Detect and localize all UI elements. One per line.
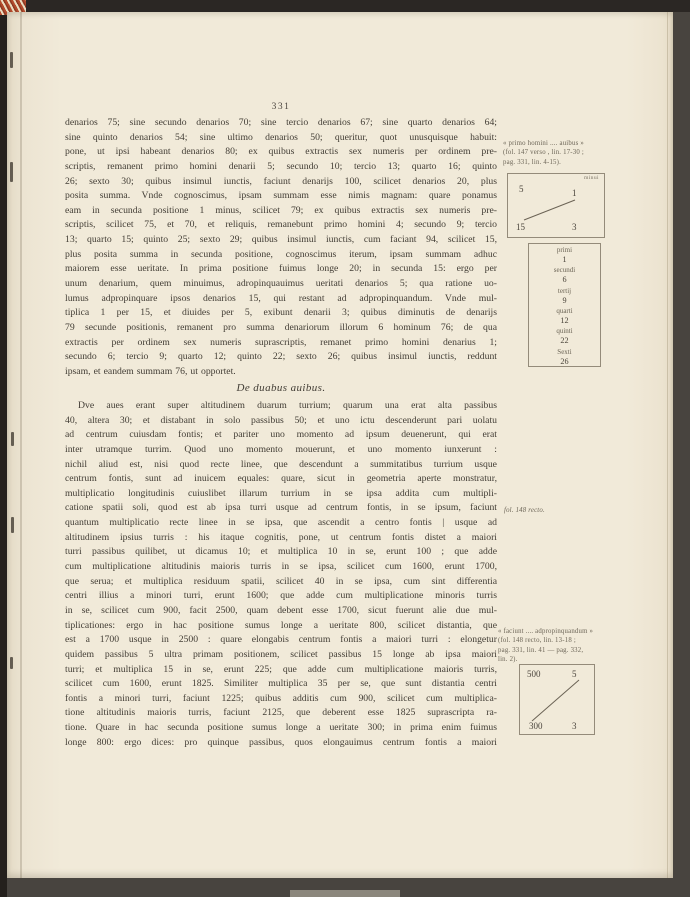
margin-note-citation-2 xyxy=(498,627,593,665)
text-line: catione spatii soli, quod est ab ipsa turri usque ad centrum fontis, in se ipsum, faciunt xyxy=(65,502,497,514)
binding-stitch xyxy=(10,657,13,669)
diagram-value-bottom-left: 300 xyxy=(529,721,543,731)
text-line: 26; sexto 30; quibus insimul iunctis, faciunt denarijs 100, scilicet denarios 20, plus xyxy=(65,175,497,187)
text-line: turri passibus quilibet, ut dicamus 10; et multiplica 10 in se, erunt 100 ; que adde xyxy=(65,546,497,558)
book-page xyxy=(7,12,673,878)
diagram-value-top-left: 5 xyxy=(519,184,524,194)
gutter-crease xyxy=(20,12,22,878)
table-entry: 26 xyxy=(560,356,569,366)
text-line: posita summa. Vnde cognoscimus, ipsam summam esse nimis magnam: quare ponamus xyxy=(65,190,497,202)
text-line: scriptis, scilicet 75, et 70, et reliquis, remanebunt primo homini 4; secundo 9; tercio xyxy=(65,219,497,231)
text-line: tiplica 1 per 15, et diuides per 5, exibunt denarii 3; quibus diminutis de denarijs xyxy=(65,307,497,319)
text-line: extractis per ordinem sex numeris suprascriptis, remanet primo homini denarius 1; xyxy=(65,336,497,348)
main-text-paragraph-1 xyxy=(65,116,497,380)
section-heading: De duabus auibus. xyxy=(236,382,326,394)
text-line: in se, scilicet cum 900, facit 2500, quam debent esse 1700, sicut fuerunt alie due mul- xyxy=(65,604,497,616)
text-line: eam in secunda positione 1 minus, scilicet 79; ex quibus extractis sex numeris pre- xyxy=(65,204,497,216)
scanner-bed-tab xyxy=(290,890,400,897)
text-line: longe 800: ergo dices: pro quinque passibus, quos elongauimus centrum fontis a maiori xyxy=(65,736,497,748)
note-line: pag. 331, lin. 4-15). xyxy=(503,158,562,166)
diagram-label: minui xyxy=(583,175,599,181)
text-line: quantum multiplicatio recte linee in se ipsa, que ascendit a centro fontis | usque ad xyxy=(65,517,497,529)
text-line: unum denarium, quem minuimus, adropinquauimus ueritati denarios 5; qua ratione uo- xyxy=(65,278,497,290)
diagonal-line xyxy=(508,174,604,237)
note-line: « primo homini .... auibus » xyxy=(503,140,584,147)
text-line: 79 secunde positionis, remanent pro summa denariorum illorum 6 hominum 76; de qua xyxy=(65,321,497,333)
folio-marker-note: fol. 148 recto. xyxy=(504,507,545,514)
text-line: tione. Quare in hac secunda positione sumus longe a ueritate 300; in prima enim fuimus xyxy=(65,722,497,734)
note-line: lin. 2). xyxy=(498,656,518,664)
text-line: tione altitudinis maioris turris, faciunt 2125, que deberent esse 1825 suprascripta ra- xyxy=(65,707,497,719)
text-line: cum multiplicatione altitudinis maioris turris in se ipsa, scilicet cum 1600, erunt 1700, xyxy=(65,561,497,573)
binding-stitch xyxy=(11,432,14,446)
text-line: plus posita summa in secunda positione, cognoscimus iterum, ipsam summam adhuc xyxy=(65,248,497,260)
text-line: 13; quarto 15; quinto 25; sexto 29; quibus insimul iunctis, cum faciant 94, scilicet 15, xyxy=(65,234,497,246)
text-line: 40, altera 30; et distabant in solo passibus 50; et uno ictu descenderunt pari uolatu xyxy=(65,414,497,426)
main-text-paragraph-2 xyxy=(65,399,497,750)
table-entry: tertij xyxy=(557,286,572,295)
table-entry: 12 xyxy=(560,316,569,326)
text-line: centrum fontis, sunt ad inuicem equales: quare, sicut in geometria aperte monstratur, xyxy=(65,473,497,485)
page-number: 331 xyxy=(271,102,291,112)
table-entry: primi xyxy=(556,246,573,254)
scan-left-border xyxy=(0,0,7,897)
text-line: denarios 75; sine secundo denarios 70; sine tercio denarios 67; sine quarto denarios 64; xyxy=(65,117,497,128)
text-line: ipsam, et eandem summam 76, ut opportet. xyxy=(65,365,236,377)
margin-note-citation-1 xyxy=(503,139,584,167)
note-line: « faciunt .... adpropinquandum » xyxy=(498,628,594,635)
binding-stitch xyxy=(10,162,13,182)
text-line: lumus adpropinquare ipsos denarios 15, qui restant ad adpropinquandum. Vnde mul- xyxy=(65,292,497,304)
table-entry: quarti xyxy=(556,306,573,315)
text-line: secundo 6; tercio 9; quarto 12; quinto 22; sexto 26; quibus insimul iunctis, reddunt xyxy=(65,351,497,363)
diagram-value-bottom-right: 3 xyxy=(572,222,577,232)
scan-top-border xyxy=(0,0,690,12)
text-line: ad centrum cuiusdam fontis; et pariter uno momento ad ipsum deuenerunt, qui erat xyxy=(65,429,497,441)
note-line: pag. 331, lin. 41 — pag. 332, xyxy=(498,646,584,654)
text-line: altitudinem ipsius turris : his itaque cognitis, pone, ut centrum fontis distet a maiori xyxy=(65,531,497,543)
text-line: inter utramque turrim. Quod uno momento mouerunt, et uno momento iunxerunt : xyxy=(65,443,497,455)
remainders-table xyxy=(528,243,601,367)
text-line: turri; et multiplica 15 in se, erunt 225; que adde cum multiplicatione maioris turris, xyxy=(65,663,497,675)
text-line: tiplicationes: ergo in hac positione sumus longe a ueritate 800, scilicet distantia, que xyxy=(65,619,497,631)
table-entry: 9 xyxy=(562,295,567,305)
text-line: centri illius a minori turri, erunt 1600; que adde cum multiplicatione minoris turris xyxy=(65,590,497,602)
text-line: nichil aliud est, nisi quod recte linee, que descendunt a summitatibus turrium usque xyxy=(65,458,497,470)
text-line: quidem passibus 5 ultra primam positionem, scilicet passibus 15 longe ab ipsa maiori xyxy=(65,648,497,660)
false-position-diagram-1 xyxy=(507,173,605,238)
note-line: (fol. 147 verso , lin. 17-30 ; xyxy=(503,149,584,157)
table-entry: 6 xyxy=(562,275,567,285)
table-entry: 22 xyxy=(560,336,569,346)
note-line: (fol. 148 recto, lin. 13-18 ; xyxy=(498,637,576,645)
text-line: Dve aues erant super altitudinem duarum turrium; quarum una erat alta passibus xyxy=(78,400,497,411)
diagram-value-top-left: 500 xyxy=(527,669,541,679)
diagram-value-top-right: 5 xyxy=(572,669,577,679)
page-fore-edge xyxy=(667,12,668,878)
text-line: est a 1700 usque in 2500 : quare elongabis centrum fontis a maiori turri : elongetur xyxy=(65,634,497,646)
diagonal-line xyxy=(520,665,594,734)
text-line: sine quinto denarios 54; sine ultimo denarios 50; queritur, quot unusquisque habuit: xyxy=(65,131,497,143)
table-entry: 1 xyxy=(562,255,567,265)
binding-stitch xyxy=(10,52,13,68)
binding-stitch xyxy=(11,517,14,533)
table-entry: quinti xyxy=(556,327,573,336)
text-line: fontis a minori turri, faciunt 1225; quibus additis cum 900, scilicet cum multiplica- xyxy=(65,692,497,704)
diagram-value-bottom-right: 3 xyxy=(572,721,577,731)
table-entry: secundi xyxy=(553,266,576,275)
false-position-diagram-2 xyxy=(519,664,595,735)
diagram-value-top-right: 1 xyxy=(572,188,577,198)
text-line: maiorem esse ueritate. In prima positione fuimus longe 20; in secunda 15: ergo per xyxy=(65,263,497,275)
table-entry: Sexti xyxy=(557,347,572,356)
diagram-value-bottom-left: 15 xyxy=(516,222,525,232)
text-line: multiplicatio longitudinis cuiuslibet illarum turrium in se ipsa addita cum multipli- xyxy=(65,487,497,499)
text-line: pone, ut ipsi habeant denarios 80; ex quibus extractis sex numeris per ordinem pre- xyxy=(65,146,497,158)
text-line: scriptis, remanent primo homini denarii 5; secundo 10; tercio 13; quarto 16; quinto xyxy=(65,160,497,172)
text-line: que serua; et multiplica residuum spatii, scilicet 40 in se ipsa, cum sint differentia xyxy=(65,575,497,587)
text-line: scilicet cum 1600, erunt 1825. Similiter multiplica 35 per se, que sunt distantia centri xyxy=(65,678,497,690)
